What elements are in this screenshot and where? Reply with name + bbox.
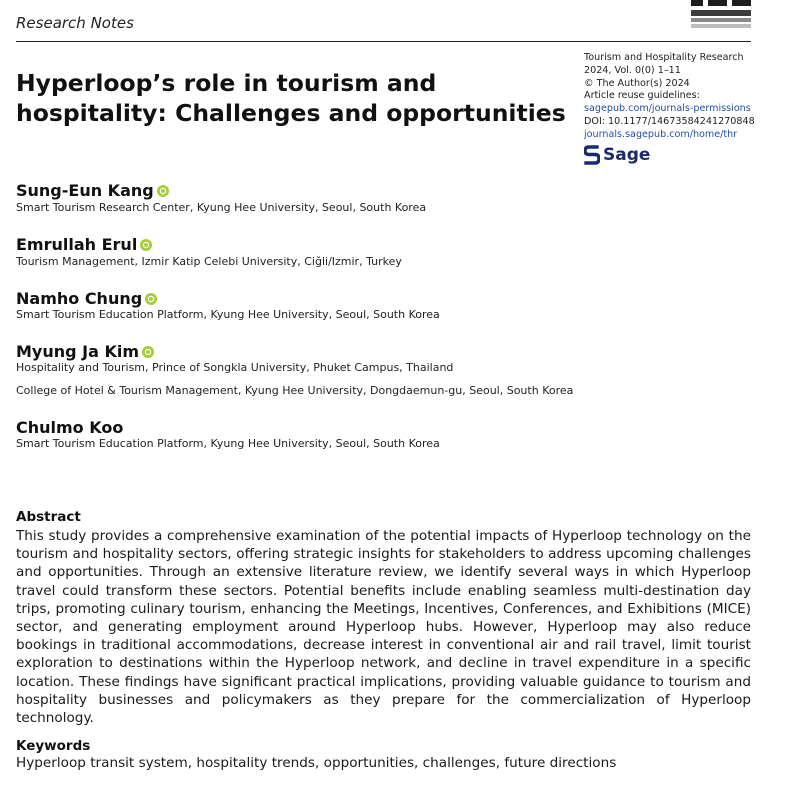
author-affiliation: Smart Tourism Education Platform, Kyung Hee University, Seoul, South Korea <box>16 308 440 321</box>
journal-meta <box>584 52 755 142</box>
author-affiliation: Hospitality and Tourism, Prince of Songkla University, Phuket Campus, Thailand <box>16 361 454 374</box>
orcid-icon[interactable] <box>140 239 152 251</box>
orcid-icon[interactable] <box>157 185 169 197</box>
author-block <box>16 235 152 254</box>
journal-logo-bars <box>691 0 751 28</box>
header-rule <box>16 41 751 42</box>
author-name: Myung Ja Kim <box>16 342 140 361</box>
abstract-heading: Abstract <box>16 509 81 525</box>
abstract-text: This study provides a comprehensive examination of the potential impacts of Hyperloop technology on the tourism and hospitality sectors, offering strategic insights for stakeholders to address upcoming challenges and opportunities. Through an extensive literature review, we identify several ways in which Hyperloop travel could transform these sectors. Potential benefits include enabling seamless multi-destination day trips, promoting culinary tourism, enhancing the Meetings, Incentives, Conferences, and Exhibitions (MICE) sector, and generating employment around Hyperloop hubs. However, Hyperloop may also reduce bookings in traditional accommodations, decrease interest in conventional air and rail travel, limit tourist exploration to destinations within the Hyperloop network, and decline in travel expenditure in a specific location. These findings have significant practical implications, providing valuable guidance to tourism and hospitality businesses and policymakers as they prepare for the commercialization of Hyperloop technology. <box>16 528 751 727</box>
author-block <box>16 342 154 361</box>
journal-volume: 2024, Vol. 0(0) 1–11 <box>584 64 681 76</box>
sage-s-icon <box>584 145 600 165</box>
section-label: Research Notes <box>16 14 134 32</box>
keywords-text: Hyperloop transit system, hospitality trends, opportunities, challenges, future directions <box>16 755 617 771</box>
author-block <box>16 289 157 308</box>
orcid-icon[interactable] <box>145 293 157 305</box>
article-title: Hyperloop’s role in tourism and hospitality: Challenges and opportunities <box>16 69 566 127</box>
author-block <box>16 181 169 200</box>
reuse-link[interactable]: sagepub.com/journals-permissions <box>584 103 751 115</box>
reuse-label: Article reuse guidelines: <box>584 90 700 102</box>
journal-name: Tourism and Hospitality Research <box>584 52 744 63</box>
keywords-heading: Keywords <box>16 738 91 754</box>
author-name: Emrullah Erul <box>16 235 138 254</box>
journal-homepage-link[interactable]: journals.sagepub.com/home/thr <box>584 128 738 140</box>
doi[interactable]: DOI: 10.1177/14673584241270848 <box>584 115 755 127</box>
author-name: Sung-Eun Kang <box>16 181 154 200</box>
author-name: Namho Chung <box>16 289 143 308</box>
author-block <box>16 418 123 437</box>
orcid-icon[interactable] <box>142 346 154 358</box>
sage-logo <box>584 143 650 167</box>
copyright: © The Author(s) 2024 <box>584 77 690 89</box>
author-affiliation: College of Hotel & Tourism Management, Kyung Hee University, Dongdaemun-gu, Seoul, South Korea <box>16 384 574 397</box>
author-name: Chulmo Koo <box>16 418 124 437</box>
author-affiliation: Tourism Management, Izmir Katip Celebi University, Ciğli/Izmir, Turkey <box>16 255 402 268</box>
author-affiliation: Smart Tourism Research Center, Kyung Hee University, Seoul, South Korea <box>16 201 427 214</box>
sage-wordmark: Sage <box>603 145 651 165</box>
author-affiliation: Smart Tourism Education Platform, Kyung Hee University, Seoul, South Korea <box>16 437 440 450</box>
